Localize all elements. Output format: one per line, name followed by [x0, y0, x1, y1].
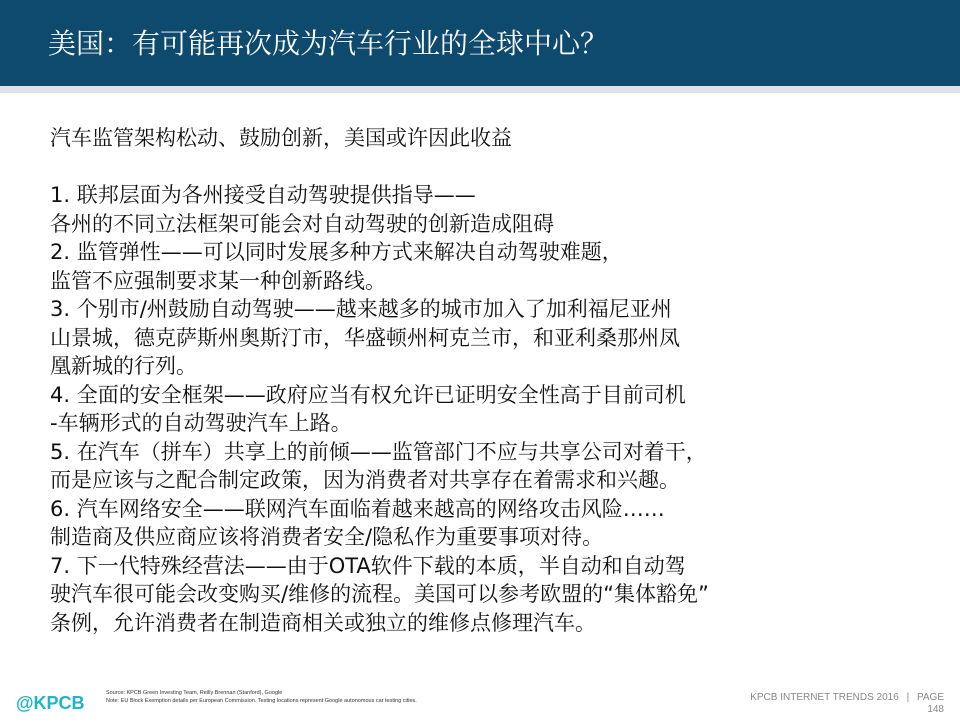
title-bar	[0, 0, 960, 86]
text-line: 监管不应强制要求某一种创新路线。	[50, 268, 386, 293]
page-number: 148	[927, 704, 944, 715]
text-line: 7. 下一代特殊经营法——由于OTA软件下载的本质，半自动和自动驾	[50, 553, 686, 578]
text-line: 而是应该与之配合制定政策，因为消费者对共享存在着需求和兴趣。	[50, 468, 680, 492]
logo-text: @KPCB	[16, 692, 85, 713]
source-note: Source: KPCB Green Investing Team, Reilly Brennan (Stanford), Google	[106, 690, 283, 696]
page-label: PAGE	[916, 692, 944, 703]
text-line: 凰新城的行列。	[50, 354, 197, 378]
trends-label: KPCB INTERNET TRENDS 2016	[750, 692, 899, 703]
title-divider	[0, 86, 960, 93]
footnote: Note: EU Block Exemption details per European Commission. Testing locations represent Google autonomous car testing cities.	[106, 698, 417, 704]
text-line: 各州的不同立法框架可能会对自动驾驶的创新造成阻碍	[50, 211, 554, 236]
footer-page-info	[750, 692, 944, 716]
text-line: 1. 联邦层面为各州接受自动驾驶提供指导——	[50, 183, 476, 207]
body-text	[50, 124, 920, 637]
page-title: 美国：有可能再次成为汽车行业的全球中心？	[48, 27, 609, 60]
text-line: -车辆形式的自动驾驶汽车上路。	[50, 411, 352, 435]
text-line: 山景城，德克萨斯州奥斯汀市，华盛顿州柯克兰市，和亚利桑那州凤	[50, 325, 680, 350]
intro-line: 汽车监管架构松动、鼓励创新，美国或许因此收益	[50, 126, 512, 150]
kpcb-logo	[16, 690, 85, 716]
blank-line	[50, 153, 920, 182]
text-line: 3. 个别市/州鼓励自动驾驶——越来越多的城市加入了加利福尼亚州	[50, 297, 672, 321]
text-line: 6. 汽车网络安全——联网汽车面临着越来越高的网络攻击风险……	[50, 496, 665, 521]
text-line: 驶汽车很可能会改变购买/维修的流程。美国可以参考欧盟的“集体豁免”	[50, 582, 709, 606]
text-line: 条例，允许消费者在制造商相关或独立的维修点修理汽车。	[50, 610, 596, 635]
text-line: 2. 监管弹性——可以同时发展多种方式来解决自动驾驶难题，	[50, 240, 623, 264]
footer-notes	[106, 689, 526, 705]
text-line: 5. 在汽车（拼车）共享上的前倾——监管部门不应与共享公司对着干，	[50, 439, 707, 464]
text-line: 制造商及供应商应该将消费者安全/隐私作为重要事项对待。	[50, 525, 604, 549]
text-line: 4. 全面的安全框架——政府应当有权允许已证明安全性高于目前司机	[50, 382, 686, 407]
footer-separator: |	[906, 692, 910, 703]
